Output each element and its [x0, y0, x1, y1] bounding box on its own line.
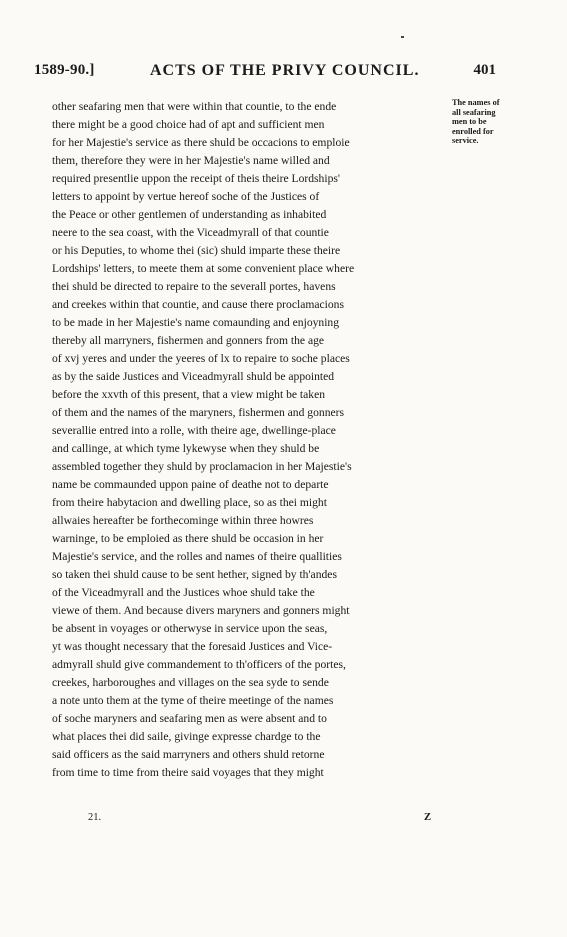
text-line: severallie entred into a rolle, with theire age, dwellinge-place [52, 424, 336, 437]
margin-note-line: men to be [452, 117, 487, 127]
text-line: of soche maryners and seafaring men as were absent and to [52, 712, 327, 725]
header-date-range: 1589-90.] [34, 62, 95, 78]
text-line: allwaies hereafter be forthecominge within three howres [52, 514, 314, 527]
text-line: warninge, to be emploied as there shuld be occasion in her [52, 532, 324, 545]
text-line: required presentlie uppon the receipt of theis theire Lordships' [52, 172, 340, 185]
page-number: 401 [473, 62, 496, 78]
text-line: and creekes within that countie, and cause there proclamacions [52, 298, 344, 311]
header-title: ACTS OF THE PRIVY COUNCIL. [150, 62, 420, 79]
text-line: there might be a good choice had of apt and sufficient men [52, 118, 325, 131]
text-line: viewe of them. And because divers maryners and gonners might [52, 604, 350, 617]
text-line: admyrall shuld give commandement to th'officers of the portes, [52, 658, 346, 671]
text-line: name be commaunded uppon paine of deathe not to departe [52, 478, 329, 491]
text-line: assembled together they shuld by proclamacion in her Majestie's [52, 460, 352, 473]
text-line: said officers as the said marryners and others shuld retorne [52, 748, 325, 761]
text-line: them, therefore they were in her Majestie's name willed and [52, 154, 330, 167]
text-line: before the xxvth of this present, that a view might be taken [52, 388, 326, 401]
text-line: and callinge, at which tyme lykewyse when they shuld be [52, 442, 320, 455]
text-line: or his Deputies, to whome thei (sic) shuld imparte these theire [52, 244, 341, 257]
text-line: letters to appoint by vertue hereof soche of the Justices of [52, 190, 320, 203]
text-line: be absent in voyages or otherwyse in service upon the seas, [52, 622, 328, 635]
text-line: thereby all marryners, fishermen and gonners from the age [52, 334, 325, 347]
text-line: Lordships' letters, to meete them at some convenient place where [52, 262, 355, 275]
text-line: from time to time from theire said voyages that they might [52, 766, 324, 779]
text-line: the Peace or other gentlemen of understanding as inhabited [52, 208, 327, 221]
text-line: of the Viceadmyrall and the Justices whoe shuld take the [52, 586, 315, 599]
text-line: as by the saide Justices and Viceadmyrall shuld be appointed [52, 370, 335, 383]
text-line: of them and the names of the maryners, fishermen and gonners [52, 406, 345, 419]
text-line: thei shuld be directed to repaire to the severall portes, havens [52, 280, 336, 293]
margin-note [452, 98, 542, 146]
text-line: other seafaring men that were within that countie, to the ende [52, 100, 337, 113]
margin-note-line: service. [452, 136, 479, 146]
footer-signature-number: 21. [88, 812, 102, 823]
print-speck [401, 36, 404, 38]
text-line: Majestie's service, and the rolles and names of theire quallities [52, 550, 342, 563]
text-line: neere to the sea coast, with the Viceadmyrall of that countie [52, 226, 329, 239]
margin-note-line: all seafaring [452, 107, 496, 117]
footer-signature-letter: Z [424, 812, 432, 823]
text-line: of xvj yeres and under the yeeres of lx to repaire to soche places [52, 352, 350, 365]
text-line: what places thei did saile, givinge expresse chardge to the [52, 730, 321, 743]
text-line: a note unto them at the tyme of theire meetinge of the names [52, 694, 334, 707]
text-line: so taken thei shuld cause to be sent hether, signed by th'andes [52, 568, 337, 581]
text-line: for her Majestie's service as there shuld be occacions to emploie [52, 136, 350, 149]
main-text-block [52, 98, 444, 782]
text-line: yt was thought necessary that the foresaid Justices and Vice- [52, 640, 333, 653]
text-line: to be made in her Majestie's name comaunding and enjoyning [52, 316, 340, 329]
text-line: from theire habytacion and dwelling place, so as thei might [52, 496, 327, 509]
running-header [34, 62, 496, 82]
text-line: creekes, harboroughes and villages on the sea syde to sende [52, 676, 329, 689]
margin-note-line: enrolled for [452, 126, 494, 136]
margin-note-line: The names of [452, 98, 500, 107]
